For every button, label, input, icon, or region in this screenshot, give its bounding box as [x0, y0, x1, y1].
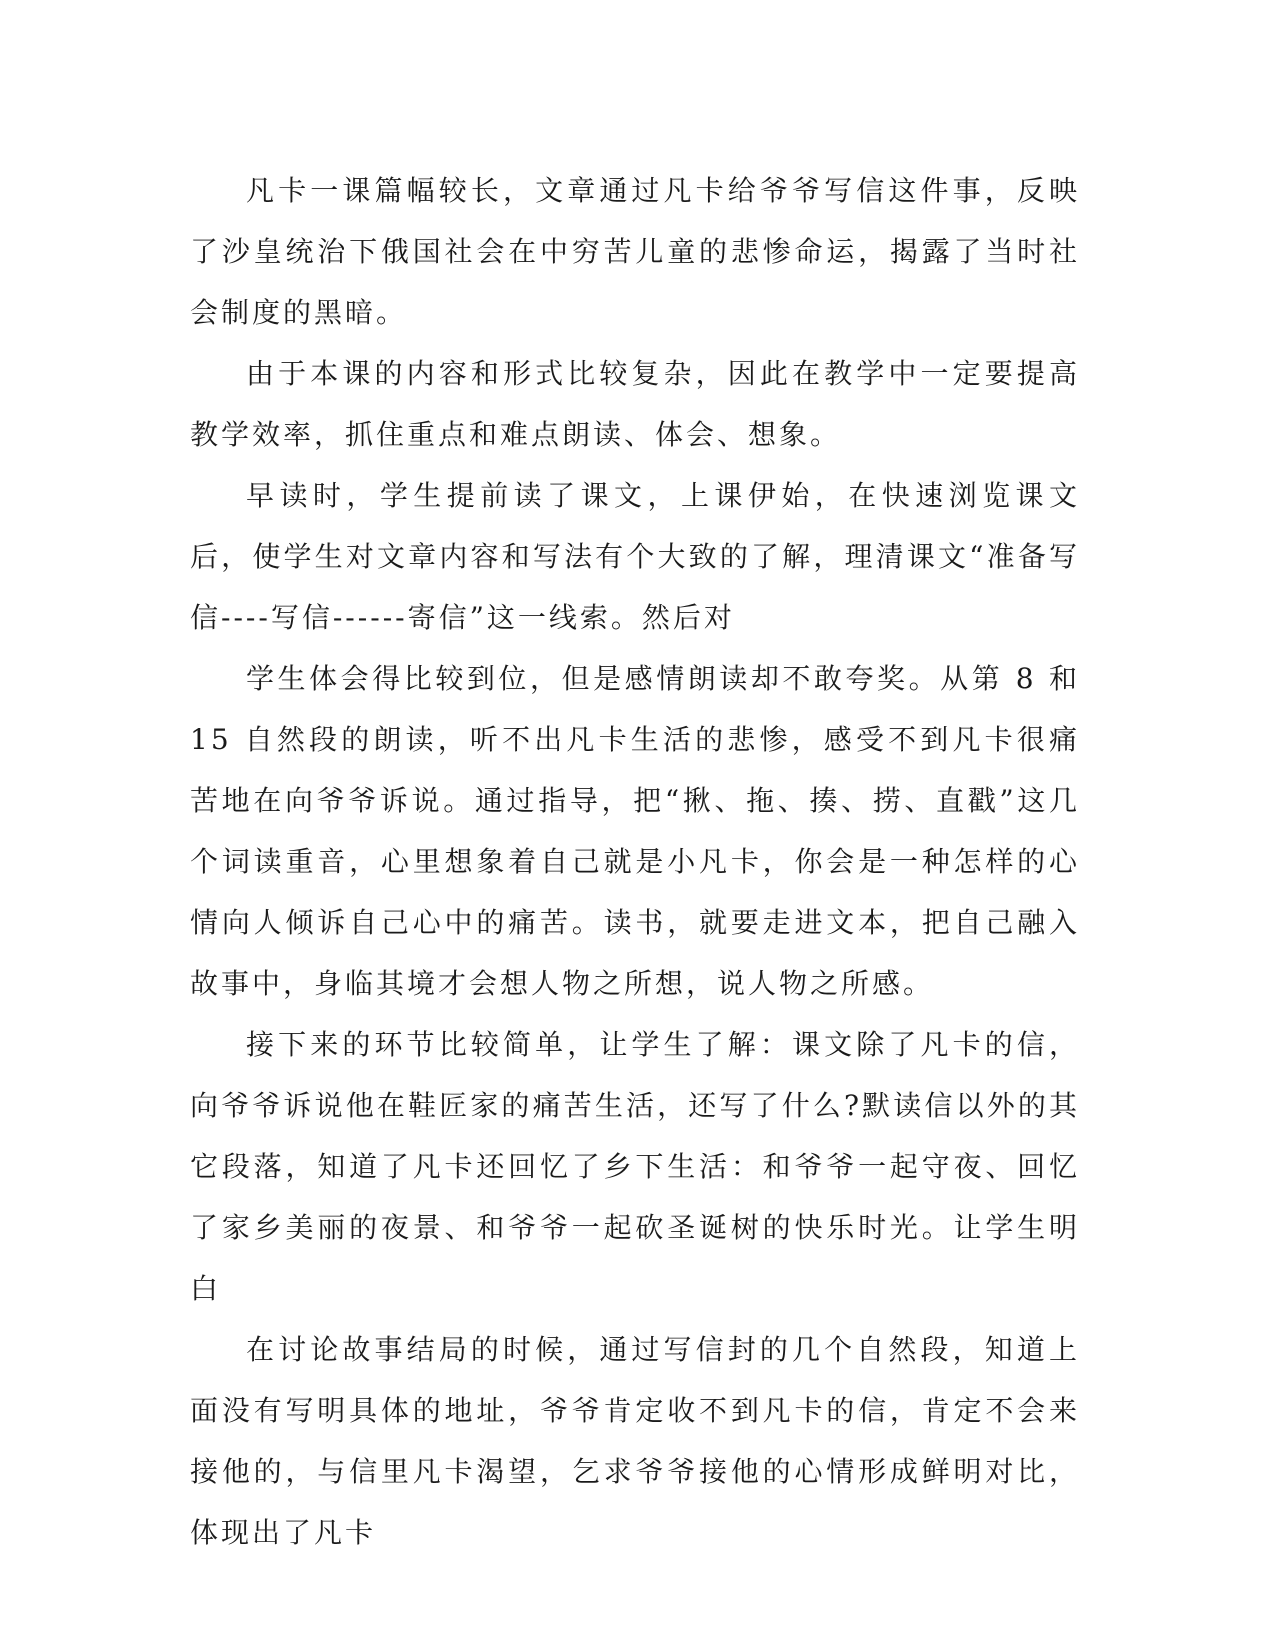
document-body [190, 160, 1080, 1563]
paragraph-1: 凡卡一课篇幅较长，文章通过凡卡给爷爷写信这件事，反映了沙皇统治下俄国社会在中穷苦儿童的悲惨命运，揭露了当时社会制度的黑暗。 [190, 174, 1080, 329]
paragraph-3: 早读时，学生提前读了课文，上课伊始，在快速浏览课文后，使学生对文章内容和写法有个大致的了解，理清课文“准备写信----写信------寄信”这一线索。然后对 [190, 479, 1080, 634]
paragraph-2: 由于本课的内容和形式比较复杂，因此在教学中一定要提高教学效率，抓住重点和难点朗读、体会、想象。 [190, 357, 1080, 451]
paragraph-4: 学生体会得比较到位，但是感情朗读却不敢夸奖。从第 8 和 15 自然段的朗读，听不出凡卡生活的悲惨，感受不到凡卡很痛苦地在向爷爷诉说。通过指导，把“揪、拖、揍、捞、直戳”这几个词读重音，心里想象着自己就是小凡卡，你会是一种怎样的心情向人倾诉自己心中的痛苦。读书，就要走进文本，把自己融入故事中，身临其境才会想人物之所想，说人物之所感。 [190, 662, 1080, 1000]
paragraph-6: 在讨论故事结局的时候，通过写信封的几个自然段，知道上面没有写明具体的地址，爷爷肯定收不到凡卡的信，肯定不会来接他的，与信里凡卡渴望，乞求爷爷接他的心情形成鲜明对比，体现出了凡卡 [190, 1333, 1080, 1549]
paragraph-5: 接下来的环节比较简单，让学生了解：课文除了凡卡的信，向爷爷诉说他在鞋匠家的痛苦生活，还写了什么?默读信以外的其它段落，知道了凡卡还回忆了乡下生活：和爷爷一起守夜、回忆了家乡美丽的夜景、和爷爷一起砍圣诞树的快乐时光。让学生明白 [190, 1028, 1080, 1305]
